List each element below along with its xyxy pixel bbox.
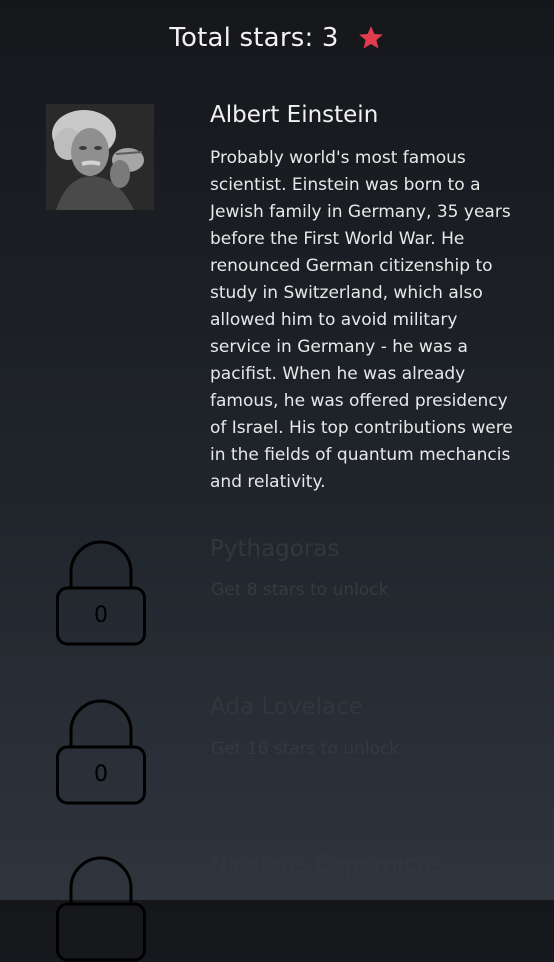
scientist-description: Probably world's most famous scientist. Einstein was born to a Jewish family in Germany, 35 years before the First World War. He renounced German citizenship to study in Switzerland, which also allowed him to avoid military service in Germany - he was a pacifist. When he was already famous, he was offered presidency of Israel. His top contributions were in the fields of quantum mechancis and relativity. bbox=[210, 148, 513, 492]
star-icon bbox=[357, 24, 385, 52]
header bbox=[0, 18, 554, 58]
scientist-name: Nicolaus Copernicus bbox=[210, 852, 443, 878]
scientist-name: Albert Einstein bbox=[210, 102, 379, 128]
unlock-requirement: Get 16 stars to unlock bbox=[211, 739, 400, 759]
lock-icon bbox=[56, 852, 146, 962]
lock-number: 0 bbox=[94, 762, 108, 787]
lock-icon bbox=[56, 695, 146, 805]
lock-icon bbox=[56, 536, 146, 646]
scientist-name: Pythagoras bbox=[210, 536, 340, 562]
unlock-requirement: Get 8 stars to unlock bbox=[211, 580, 389, 600]
scientist-name: Ada Lovelace bbox=[210, 694, 363, 720]
einstein-portrait bbox=[46, 104, 154, 210]
lock-number: 0 bbox=[94, 603, 108, 628]
total-stars-label: Total stars: 3 bbox=[169, 23, 339, 53]
